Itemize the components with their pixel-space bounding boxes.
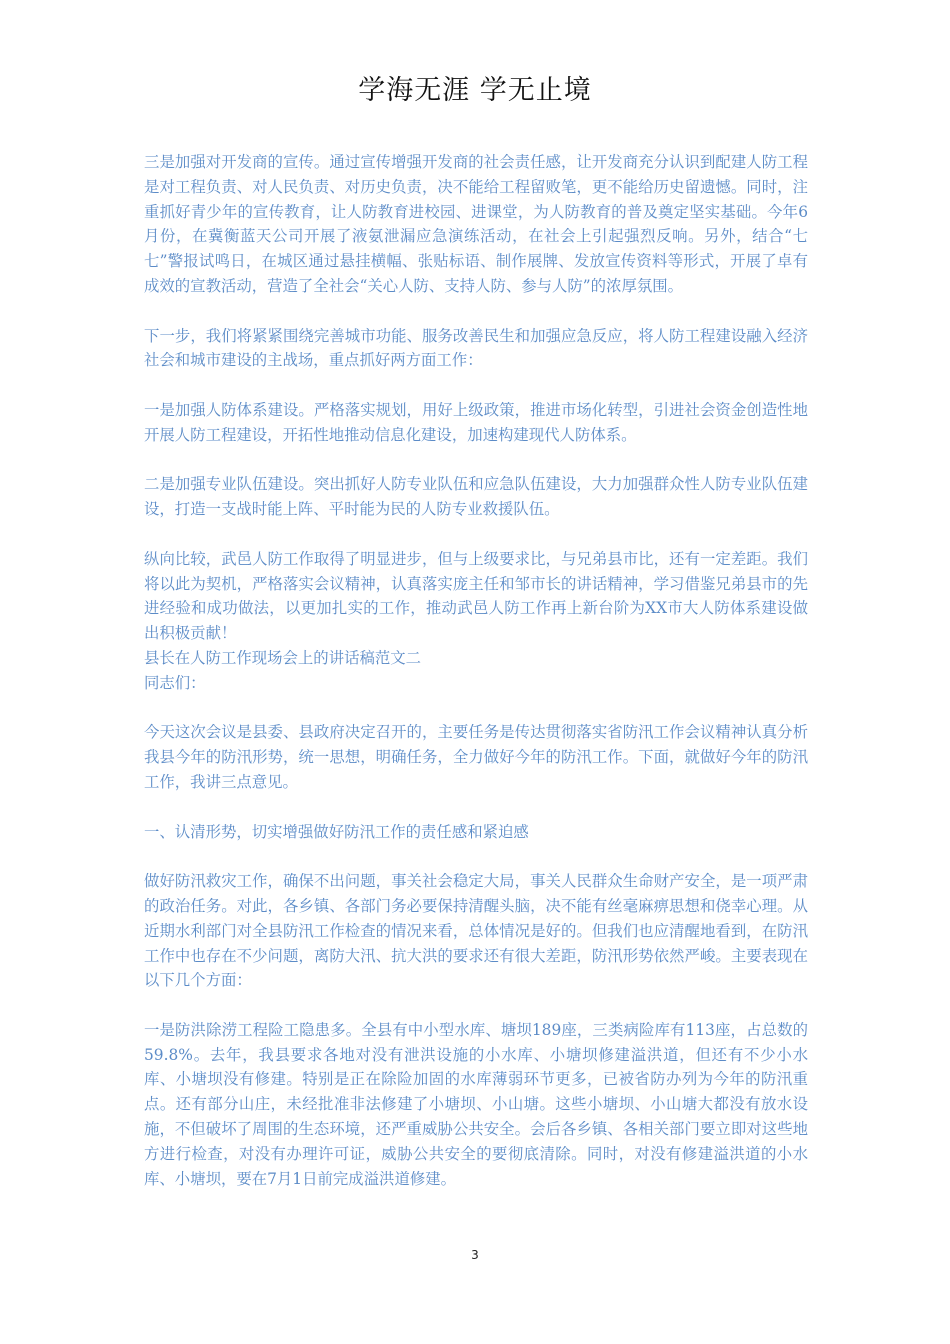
paragraph: 一是加强人防体系建设。严格落实规划，用好上级政策，推进市场化转型，引进社会资金创造性地开展人防工程建设，开拓性地推动信息化建设，加速构建现代人防体系。 <box>144 400 808 444</box>
paragraph: 三是加强对开发商的宣传。通过宣传增强开发商的社会责任感，让开发商充分认识到配建人防工程是对工程负责、对人民负责、对历史负责，决不能给工程留败笔，更不能给历史留遗憾。同时，注重抓好青少年的宣传教育，让人防教育进校园、进课堂，为人防教育的普及奠定坚实基础。今年6月份，在冀衡蓝天公司开展了液氨泄漏应急演练活动，在社会上引起强烈反响。另外，结合“七七”警报试鸣日，在城区通过悬挂横幅、张贴标语、制作展牌、发放宣传资料等形式，开展了卓有成效的宣教活动，营造了全社会“关心人防、支持人防、参与人防”的浓厚氛围。 <box>144 153 808 295</box>
paragraph: 今天这次会议是县委、县政府决定召开的，主要任务是传达贯彻落实省防汛工作会议精神认真分析我县今年的防汛形势，统一思想，明确任务，全力做好今年的防汛工作。下面，就做好今年的防汛工作，我讲三点意见。 <box>144 723 808 791</box>
document-body <box>144 150 808 1191</box>
salutation: 同志们： <box>144 673 206 692</box>
paragraph: 做好防汛救灾工作，确保不出问题，事关社会稳定大局，事关人民群众生命财产安全，是一项严肃的政治任务。对此，各乡镇、各部门务必要保持清醒头脑，决不能有丝毫麻痹思想和侥幸心理。从近期水利部门对全县防汛工作检查的情况来看，总体情况是好的。但我们也应清醒地看到，在防汛工作中也存在不少问题，离防大汛、抗大洪的要求还有很大差距，防汛形势依然严峻。主要表现在以下几个方面： <box>144 872 808 990</box>
section-title: 县长在人防工作现场会上的讲话稿范文二 <box>144 648 422 667</box>
page-number: 3 <box>471 1248 479 1262</box>
paragraph: 纵向比较，武邑人防工作取得了明显进步，但与上级要求比，与兄弟县市比，还有一定差距。我们将以此为契机，严格落实会议精神，认真落实庞主任和邹市长的讲话精神，学习借鉴兄弟县市的先进经验和成功做法，以更加扎实的工作，推动武邑人防工作再上新台阶为XX市大人防体系建设做出积极贡献！ <box>144 549 808 643</box>
paragraph: 一是防洪除涝工程险工隐患多。全县有中小型水库、塘坝189座，三类病险库有113座，占总数的59.8%。去年，我县要求各地对没有泄洪设施的小水库、小塘坝修建溢洪道，但还有不少小水库、小塘坝没有修建。特别是正在除险加固的水库薄弱环节更多，已被省防办列为今年的防汛重点。还有部分山庄，未经批准非法修建了小塘坝、小山塘。这些小塘坝、小山塘大都没有放水设施，不但破坏了周围的生态环境，还严重威胁公共安全。会后各乡镇、各相关部门要立即对这些地方进行检查，对没有办理许可证，威胁公共安全的要彻底清除。同时，对没有修建溢洪道的小水库、小塘坝，要在7月1日前完成溢洪道修建。 <box>144 1020 808 1188</box>
paragraph: 下一步，我们将紧紧围绕完善城市功能、服务改善民生和加强应急反应，将人防工程建设融入经济社会和城市建设的主战场，重点抓好两方面工作： <box>144 326 808 370</box>
paragraph: 二是加强专业队伍建设。突出抓好人防专业队伍和应急队伍建设，大力加强群众性人防专业队伍建设，打造一支战时能上阵、平时能为民的人防专业救援队伍。 <box>144 475 808 519</box>
section-heading: 一、认清形势，切实增强做好防汛工作的责任感和紧迫感 <box>144 822 529 841</box>
page-header-title: 学海无涯 学无止境 <box>358 75 592 106</box>
